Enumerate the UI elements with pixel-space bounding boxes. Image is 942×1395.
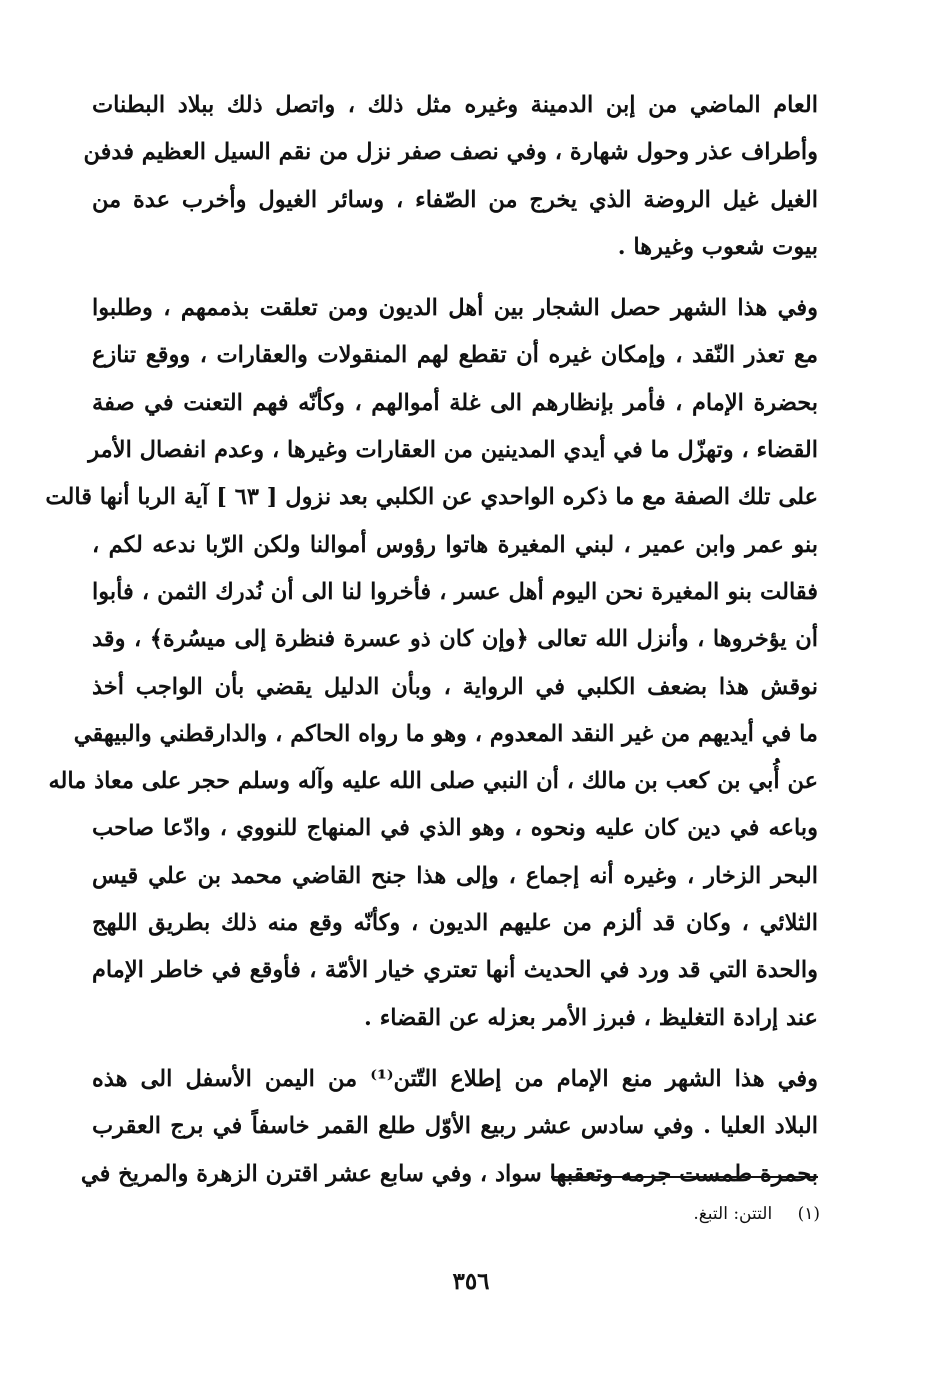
- footnote: [693, 1200, 820, 1228]
- text-line: العام الماضي من إبن الدمينة وغيره مثل ذلك ، واتصل ذلك ببلاد البطنات: [92, 92, 818, 118]
- text-line: عن أُبي بن كعب بن مالك ، أن النبي صلى الله عليه وآله وسلم حجر على معاذ ماله: [48, 768, 818, 795]
- text-line: عند إرادة التغليظ ، فبرز الأمر بعزله عن القضاء .: [364, 1004, 818, 1031]
- text-line: بحضرة الإمام ، فأمر بإنظارهم الى غلة أموالهم ، وكأنّه فهم التعنت في صفة: [92, 389, 818, 416]
- text-line: فقالت بنو المغيرة نحن اليوم أهل عسر ، فأخروا لنا الى أن نُدرك الثمن ، فأبوا: [92, 578, 818, 605]
- paragraph-1: [83, 82, 818, 271]
- paragraph-gap: [92, 1042, 818, 1056]
- text-line: بيوت شعوب وغيرها .: [617, 233, 818, 260]
- text-line: البلاد العليا . وفي سادس عشر ربيع الأوّل طلع القمر خاسفاً في برج العقرب: [92, 1113, 818, 1140]
- text-line: بنو عمر وابن عمير ، لبني المغيرة هاتوا رؤوس أموالنا ولكن الرّبا ندعه لكم ،: [92, 531, 818, 558]
- text-line: وباعه في دين كان عليه ونحوه ، وهو الذي في المنهاج للنووي ، وادّعا صاحب: [92, 815, 818, 842]
- body-text: [45, 82, 819, 1198]
- text-line: مع تعذر النّقد ، وإمكان غيره أن تقطع لهم المنقولات والعقارات ، ووقع تنازع: [92, 342, 818, 369]
- footnote-text: التتن: التبغ.: [693, 1204, 773, 1224]
- text-line: القضاء ، وتهزّل ما في أيدي المدينين من العقارات وغيرها ، وعدم انفصال الأمر: [88, 437, 818, 464]
- text-line: والحدة التي قد ورد في الحديث أنها تعتري خيار الأمّة ، فأوقع في خاطر الإمام: [92, 957, 818, 984]
- paragraph-gap: [92, 271, 818, 285]
- text-line: نوقش هذا بضعف الكلبي في الرواية ، وبأن الدليل يقضي بأن الواجب أخذ: [92, 673, 818, 700]
- text-line: الغيل غيل الروضة الذي يخرج من الصّفاء ، وسائر الغيول وأخرب عدة من: [92, 186, 818, 213]
- text-line: بحمرة طمست جرمه وتعقبها سواد ، وفي سابع عشر اقترن الزهرة والمريخ في: [80, 1160, 818, 1187]
- text-line: وفي هذا الشهر حصل الشجار بين أهل الديون ومن تعلقت بذممهم ، وطلبوا: [92, 295, 818, 322]
- text-line: ما في أيديهم من غير النقد المعدوم ، وهو ما رواه الحاكم ، والدارقطني والبيهقي: [73, 720, 818, 747]
- text-line: البحر الزخار ، وغيره أنه إجماع ، وإلى هذا جنح القاضي محمد بن علي قيس: [92, 862, 818, 889]
- footnote-marker: (١): [797, 1204, 820, 1224]
- footnote-separator: [551, 1176, 818, 1178]
- text-line: أن يؤخروها ، وأنزل الله تعالى ﴿وإن كان ذو عسرة فنظرة إلى ميسُرة﴾ ، وقد: [92, 626, 818, 653]
- text-line: وفي هذا الشهر منع الإمام من إطلاع التّتن⁽¹⁾ من اليمن الأسفل الى هذه: [92, 1065, 819, 1092]
- paragraph-2: [45, 285, 818, 1042]
- text-line: وأطراف عذر وحول شهارة ، وفي نصف صفر نزل من نقم السيل العظيم فدفن: [83, 139, 818, 166]
- page-number: ٣٥٦: [452, 1268, 490, 1295]
- text-line: على تلك الصفة مع ما ذكره الواحدي عن الكلبي بعد نزول [ ٦٣ ] آية الربا أنها قالت: [45, 484, 818, 511]
- text-line: الثلائي ، وكان قد ألزم من عليهم الديون ، وكأنّه وقع منه ذلك بطريق اللهج: [92, 910, 818, 937]
